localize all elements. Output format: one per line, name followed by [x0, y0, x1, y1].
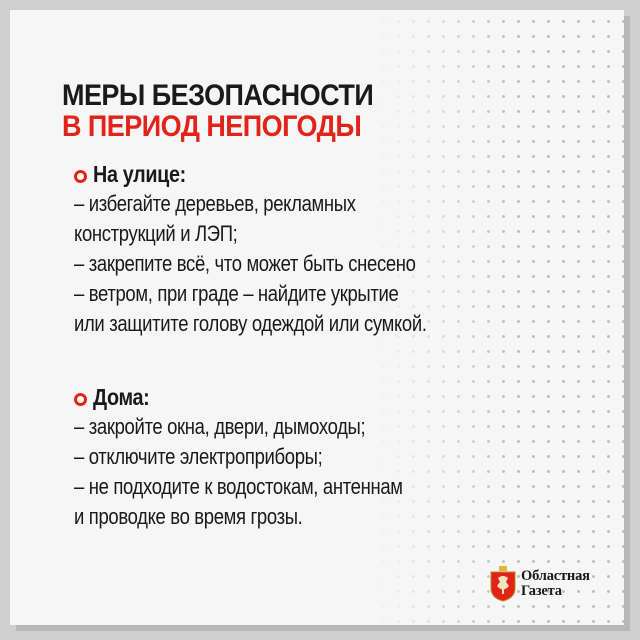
- section-street: [74, 160, 494, 339]
- logo-wordmark: [521, 569, 590, 599]
- list-item: – избегайте деревьев, рекламных: [74, 191, 356, 216]
- title-line-2: В ПЕРИОД НЕПОГОДЫ: [62, 110, 362, 143]
- list-item: и проводке во время грозы.: [74, 504, 303, 529]
- list-item: – закройте окна, двери, дымоходы;: [74, 414, 366, 439]
- list-item: или защитите голову одеждой или сумкой.: [74, 311, 427, 336]
- list-item: – ветром, при граде – найдите укрытие: [74, 281, 399, 306]
- list-item: конструкций и ЛЭП;: [74, 221, 238, 246]
- list-item: – закрепите всё, что может быть снесено: [74, 251, 416, 276]
- page-title: [62, 80, 373, 142]
- logo-line-2: Газета: [521, 583, 562, 599]
- section-heading: [74, 383, 465, 412]
- title-line-1: МЕРЫ БЕЗОПАСНОСТИ: [62, 79, 374, 112]
- publisher-logo: [490, 566, 590, 602]
- section-heading: [74, 160, 494, 189]
- list-item: – отключите электроприборы;: [74, 444, 323, 469]
- coat-of-arms-icon: [490, 566, 516, 602]
- section-heading-label: Дома:: [93, 384, 150, 410]
- location-pin-icon: [74, 393, 87, 406]
- location-pin-icon: [74, 170, 87, 183]
- section-home: [74, 383, 465, 532]
- section-heading-label: На улице:: [93, 161, 186, 187]
- logo-line-1: Областная: [521, 568, 590, 584]
- infographic-card: [10, 10, 624, 625]
- list-item: – не подходите к водостокам, антеннам: [74, 474, 403, 499]
